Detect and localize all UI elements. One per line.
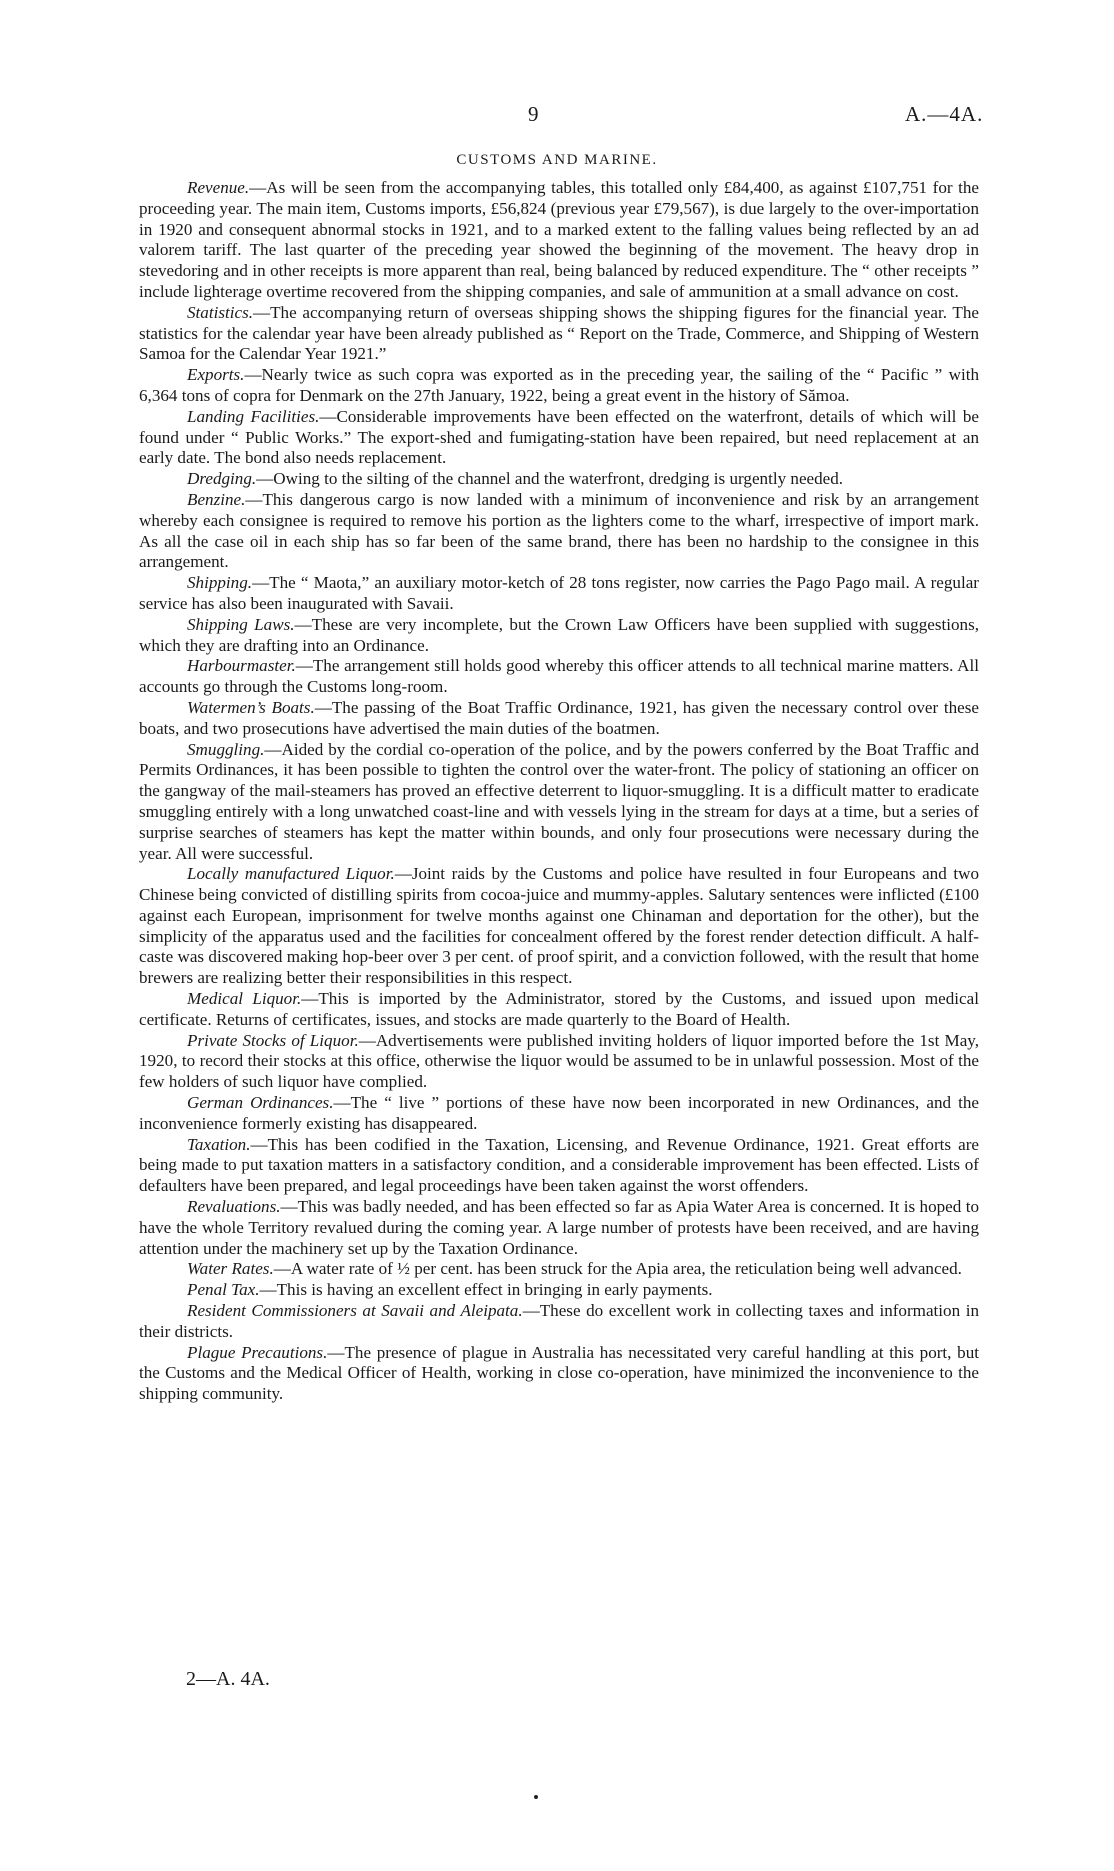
paragraph-text: —Aided by the cordial co-operation of the police, and by the powers conferred by the Boat Traffic and Permits Ordinances, it has been possible to tighten the control over the water-front. The policy of stationing an officer on the gangway of the mail-steamers has proved an effective deterrent to liquor-smuggling. It is a difficult matter to eradicate smuggling entirely with a long unwatched coast-line and with vessels lying in the stream for days at a time, but a series of surprise searches of steamers has kept the matter within bounds, and only four prosecutions were necessary during the year. All were successful. (139, 739, 979, 863)
paragraph-text: —This dangerous cargo is now landed with a minimum of inconvenience and risk by an arrangement whereby each consignee is required to remove his portion as the lighters come to the wharf, irrespective of import mark. As all the case oil in each ship has so far been of the same brand, there has been no hardship to the consignee in this arrangement. (139, 489, 979, 572)
paragraph-resident-commissioners (139, 1301, 979, 1343)
paragraph-harbourmaster (139, 656, 979, 698)
paragraph-text: —Nearly twice as such copra was exported as in the preceding year, the sailing of the “ Pacific ” with 6,364 tons of copra for Denmark on the 27th January, 1922, being a great event in the history of Sămoa. (139, 365, 979, 405)
paragraph-heading: Locally manufactured Liquor. (187, 864, 395, 884)
paragraph-locally-manufactured-liquor (139, 864, 979, 989)
paragraph-text: —This is having an excellent effect in bringing in early payments. (259, 1280, 713, 1300)
paragraph-plague-precautions (139, 1343, 979, 1405)
paragraph-private-stocks (139, 1031, 979, 1093)
paragraph-german-ordinances (139, 1093, 979, 1135)
section-title: CUSTOMS AND MARINE. (456, 152, 658, 168)
paragraph-heading: Taxation. (187, 1134, 251, 1154)
paragraph-watermens-boats (139, 698, 979, 740)
paragraph-heading: Benzine. (187, 489, 246, 509)
paragraph-text: —This is imported by the Administrator, stored by the Customs, and issued upon medical certificate. Returns of certificates, issues, and stocks are made quarterly to the Board of Health. (139, 989, 979, 1029)
paragraph-text: —This was badly needed, and has been effected so far as Apia Water Area is concerned. It is hoped to have the whole Territory revalued during the coming year. A large number of protests have been received, and are having attention under the machinery set up by the Taxation Ordinance. (139, 1197, 979, 1258)
paragraph-heading: Private Stocks of Liquor. (187, 1030, 359, 1050)
paragraph-text: —A water rate of ½ per cent. has been struck for the Apia area, the reticulation being well advanced. (273, 1259, 962, 1279)
paragraph-text: —As will be seen from the accompanying tables, this totalled only £84,400, as against £107,751 for the proceeding year. The main item, Customs imports, £56,824 (previous year £79,567), is due largely to the over-importation in 1920 and consequent abnormal stocks in 1921, and to a marked extent to the falling values being reflected by an ad valorem tariff. The last quarter of the preceding year showed the beginning of the movement. The heavy drop in stevedoring and in other receipts is more apparent than real, being balanced by reduced expenditure. The “ other receipts ” include lighterage overtime recovered from the shipping companies, and sale of ammunition at a small advance on cost. (139, 178, 979, 301)
paragraph-medical-liquor (139, 989, 979, 1031)
signature-reference: 2—A. 4A. (186, 1668, 270, 1690)
paragraph-landing-facilities (139, 407, 979, 469)
paragraph-text: —These do excellent work in collecting taxes and information in their districts. (139, 1301, 980, 1341)
ink-speck (534, 1795, 538, 1799)
paragraph-text: —The “ live ” portions of these have now been incorporated in new Ordinances, and the inconvenience formerly existing has disappeared. (139, 1093, 979, 1133)
paragraph-heading: Shipping. (187, 573, 253, 593)
paragraph-statistics (139, 303, 979, 365)
paragraph-heading: Landing Facilities. (187, 406, 320, 426)
body-text (139, 178, 979, 1405)
paragraph-exports (139, 365, 979, 407)
paragraph-text: —This has been codified in the Taxation, Licensing, and Revenue Ordinance, 1921. Great efforts are being made to put taxation matters in a satisfactory condition, and a considerable improvement has been effected. Lists of defaulters have been prepared, and legal proceedings have been taken against the worst offenders. (139, 1134, 979, 1196)
paragraph-heading: Statistics. (187, 302, 254, 322)
paragraph-heading: Plague Precautions. (187, 1342, 328, 1362)
page-number: 9 (528, 102, 539, 126)
paragraph-heading: Shipping Laws. (187, 614, 295, 634)
paragraph-heading: Revaluations. (187, 1197, 281, 1217)
paragraph-shipping-laws (139, 615, 979, 657)
paragraph-revenue (139, 178, 979, 303)
paragraph-heading: Harbourmaster. (187, 656, 296, 676)
paragraph-heading: Smuggling. (187, 739, 265, 759)
paragraph-text: —Advertisements were published inviting holders of liquor imported before the 1st May, 1920, to record their stocks at this office, otherwise the liquor would be assumed to be in unlawful possession. Most of the few holders of such liquor have complied. (139, 1030, 979, 1092)
paragraph-heading: Dredging. (187, 469, 257, 489)
paragraph-water-rates (139, 1259, 979, 1280)
paragraph-text: —The “ Maota,” an auxiliary motor-ketch of 28 tons register, now carries the Pago Pago mail. A regular service has also been inaugurated with Savaii. (139, 573, 979, 613)
paragraph-heading: Medical Liquor. (187, 989, 302, 1009)
paragraph-revaluations (139, 1197, 979, 1259)
paragraph-text: —Joint raids by the Customs and police have resulted in four Europeans and two Chinese being convicted of distilling spirits from cocoa-juice and mummy-apples. Salutary sentences were inflicted (£100 against each European, imprisonment for twelve months against one Chinaman and deportation for the other), but the simplicity of the apparatus used and the facilities for concealment offered by the forest render detection difficult. A half-caste was discovered making hop-beer over 3 per cent. of proof spirit, and a conviction followed, with the result that home brewers are realizing better their responsibilities in this respect. (139, 864, 979, 988)
paragraph-heading: Penal Tax. (187, 1280, 260, 1300)
paragraph-heading: Resident Commissioners at Savaii and Aleipata. (187, 1301, 523, 1321)
document-reference: A.—4A. (905, 102, 984, 126)
paragraph-heading: Water Rates. (187, 1259, 274, 1279)
paragraph-benzine (139, 490, 979, 573)
paragraph-smuggling (139, 740, 979, 865)
paragraph-heading: Exports. (187, 365, 245, 385)
paragraph-heading: German Ordinances. (187, 1093, 334, 1113)
paragraph-taxation (139, 1135, 979, 1197)
paragraph-heading: Revenue. (187, 178, 250, 197)
paragraph-text: —Owing to the silting of the channel and the waterfront, dredging is urgently needed. (256, 469, 844, 489)
paragraph-text: —Considerable improvements have been effected on the waterfront, details of which will be found under “ Public Works.” The export-shed and fumigating-station have been repaired, but need replacement at an early date. The bond also needs replacement. (139, 406, 979, 468)
paragraph-text: —The arrangement still holds good whereby this officer attends to all technical marine matters. All accounts go through the Customs long-room. (139, 656, 979, 697)
paragraph-dredging (139, 469, 979, 490)
paragraph-text: —The passing of the Boat Traffic Ordinance, 1921, has given the necessary control over these boats, and two prosecutions have advertised the main duties of the boatmen. (139, 697, 979, 738)
paragraph-text: —These are very incomplete, but the Crown Law Officers have been supplied with suggestions, which they are drafting into an Ordinance. (139, 614, 979, 655)
paragraph-text: —The presence of plague in Australia has necessitated very careful handling at this port, but the Customs and the Medical Officer of Health, working in close co-operation, have minimized the inconvenience to the shipping community. (139, 1342, 979, 1404)
paragraph-text: —The accompanying return of overseas shipping shows the shipping figures for the financial year. The statistics for the calendar year have been already published as “ Report on the Trade, Commerce, and Shipping of Western Samoa for the Calendar Year 1921.” (139, 302, 979, 364)
paragraph-penal-tax (139, 1280, 979, 1301)
paragraph-shipping (139, 573, 979, 615)
paragraph-heading: Watermen’s Boats. (187, 697, 315, 717)
